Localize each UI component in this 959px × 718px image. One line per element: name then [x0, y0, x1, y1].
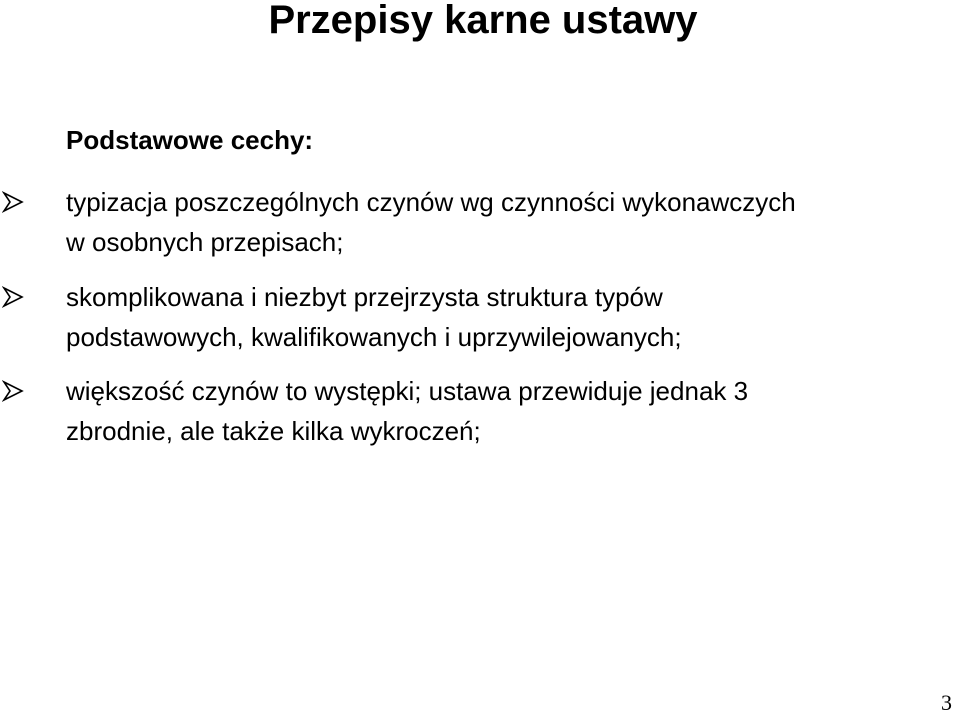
arrowhead-bullet-icon: [2, 191, 24, 213]
arrowhead-bullet-icon: [2, 380, 24, 402]
bullet-text-line-2: w osobnych przepisach;: [66, 227, 344, 257]
bullet-text-line-1: większość czynów to występki; ustawa przewiduje jednak 3: [66, 376, 749, 406]
bullet-text-line-1: typizacja poszczególnych czynów wg czynności wykonawczych: [66, 187, 796, 217]
bullet-text-line-2: zbrodnie, ale także kilka wykroczeń;: [66, 416, 481, 446]
arrowhead-bullet-icon: [2, 286, 24, 308]
page-number: 3: [941, 690, 952, 715]
section-heading: Podstawowe cechy:: [66, 125, 314, 155]
bullet-text-line-1: skomplikowana i niezbyt przejrzysta struktura typów: [66, 282, 663, 312]
slide-title: Przepisy karne ustawy: [268, 0, 698, 42]
bullet-text-line-2: podstawowych, kwalifikowanych i uprzywilejowanych;: [66, 322, 682, 352]
